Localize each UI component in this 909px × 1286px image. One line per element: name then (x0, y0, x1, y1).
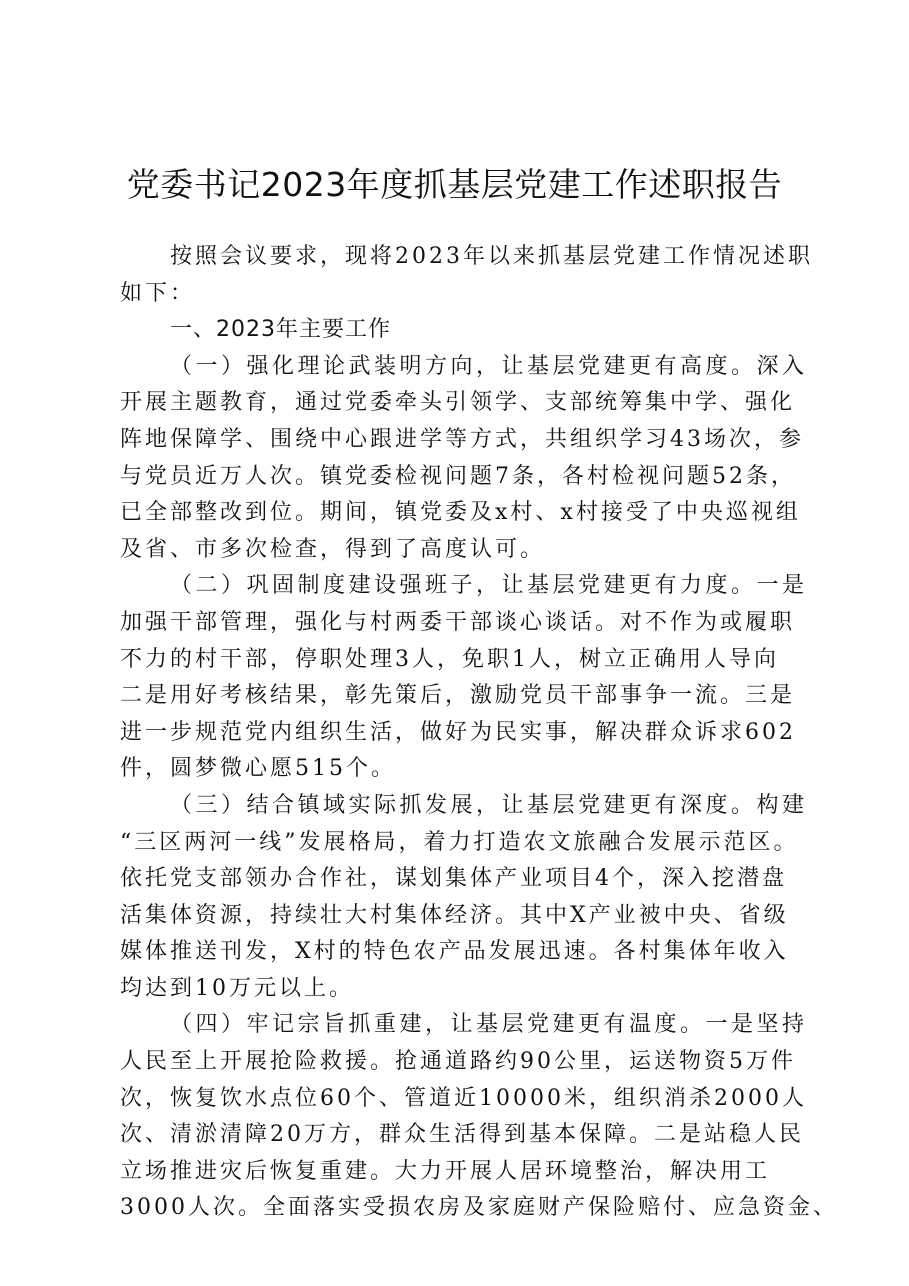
paragraph-line: 按照会议要求，现将2023年以来抓基层党建工作情况述职 (170, 244, 813, 269)
paragraph-line: 3000人次。全面落实受损农房及家庭财产保险赔付、应急资金、 (120, 1195, 838, 1221)
paragraph-line: 阵地保障学、围绕中心跟进学等方式，共组织学习43场次，参 (120, 426, 804, 452)
paragraph-line: 件，圆梦微心愿515个。 (120, 756, 396, 782)
paragraph-line: 立场推进灾后恢复重建。大力开展人居环境整治，解决用工 (120, 1158, 771, 1184)
paragraph-line: 二是用好考核结果，彰先策后，激励党员干部事争一流。三是 (120, 683, 796, 709)
subsection-line: （二）巩固制度建设强班子，让基层党建更有力度。一是 (170, 573, 808, 599)
paragraph-line: “三区两河一线”发展格局，着力打造农文旅融合发展示范区。 (120, 829, 799, 855)
paragraph-line: 次，恢复饮水点位60个、管道近10000米，组织消杀2000人 (120, 1085, 807, 1111)
subsection-line: （三）结合镇域实际抓发展，让基层党建更有深度。构建 (170, 792, 808, 818)
document-body (120, 239, 838, 1227)
paragraph-line: 不力的村干部，停职处理3人，免职1人，树立正确用人导向 (120, 646, 779, 672)
paragraph-line: 活集体资源，持续壮大村集体经济。其中X产业被中央、省级 (120, 902, 789, 928)
paragraph-line: 如下： (120, 280, 196, 306)
paragraph-line: 加强干部管理，强化与村两委干部谈心谈话。对不作为或履职 (120, 609, 796, 635)
paragraph-line: 及省、市多次检查，得到了高度认可。 (120, 536, 546, 562)
paragraph-line: 已全部整改到位。期间，镇党委及x村、x村接受了中央巡视组 (120, 500, 801, 526)
paragraph-line: 次、清淤清障20万方，群众生活得到基本保障。二是站稳人民 (120, 1122, 804, 1148)
paragraph-line: 人民至上开展抢险救援。抢通道路约90公里，运送物资5万件 (120, 1049, 796, 1075)
document-title: 党委书记2023年度抓基层党建工作述职报告 (126, 165, 783, 204)
subsection-line: （一）强化理论武装明方向，让基层党建更有高度。深入 (170, 353, 808, 379)
paragraph-line: 进一步规范党内组织生活，做好为民实事，解决群众诉求602 (120, 719, 796, 745)
paragraph-line: 开展主题教育，通过党委牵头引领学、支部统筹集中学、强化 (120, 390, 796, 416)
section-heading: 一、2023年主要工作 (170, 317, 391, 343)
paragraph-line: 媒体推送刊发，X村的特色农产品发展迅速。各村集体年收入 (120, 939, 789, 965)
paragraph-line: 依托党支部领办合作社，谋划集体产业项目4个，深入挖潜盘 (120, 866, 787, 892)
paragraph-line: 均达到10万元以上。 (120, 975, 354, 1001)
paragraph-line: 与党员近万人次。镇党委检视问题7条，各村检视问题52条， (120, 463, 796, 489)
subsection-line: （四）牢记宗旨抓重建，让基层党建更有温度。一是坚持 (170, 1012, 808, 1038)
